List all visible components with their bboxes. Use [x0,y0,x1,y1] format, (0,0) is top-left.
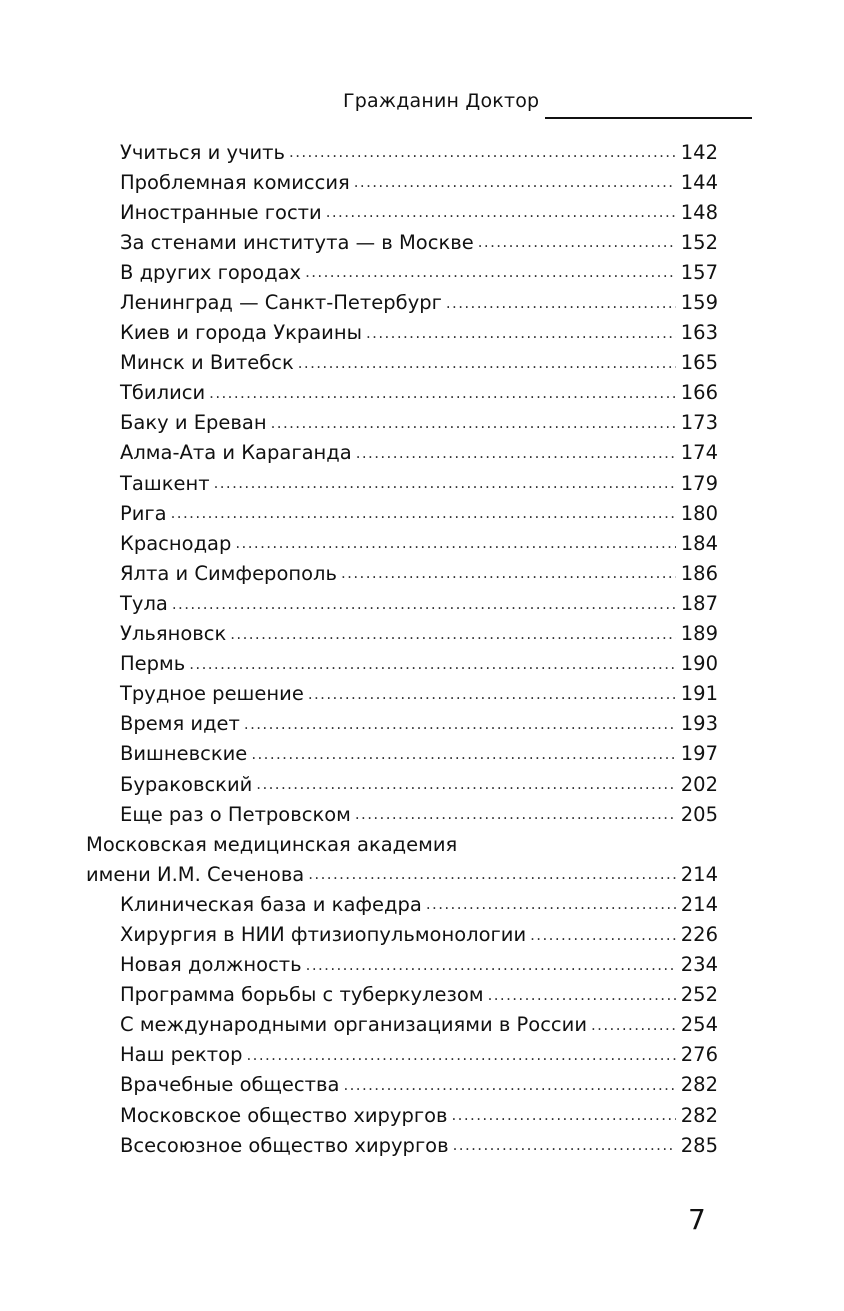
toc-entry-page: 187 [680,591,718,615]
toc-entry-page: 282 [680,1103,718,1127]
toc-entry-title: Клиническая база и кафедра [120,892,422,916]
toc-entry-title: В других городах [120,260,302,284]
toc-entry-title: Рига [120,501,167,525]
dot-leader [298,354,676,378]
toc-entry-title: Врачебные общества [120,1073,340,1097]
toc-entry [86,919,718,949]
dot-leader [426,895,676,919]
running-header [0,89,844,121]
dot-leader [271,414,676,438]
dot-leader [356,444,676,468]
toc-entry-page: 142 [680,140,718,164]
toc-entry-page: 165 [680,351,718,375]
dot-leader [246,1046,676,1070]
toc-entry-page: 173 [680,411,718,435]
toc-entry-page: 157 [680,260,718,284]
toc-entry-page: 202 [680,772,718,796]
toc-entry-title: Наш ректор [120,1043,243,1067]
toc-entry-title: Трудное решение [120,682,304,706]
toc-entry-page: 282 [680,1073,718,1097]
dot-leader [235,534,676,558]
toc-entry [86,468,718,498]
dot-leader [453,1136,676,1160]
toc-entry-page: 276 [680,1043,718,1067]
toc-entry [86,649,718,679]
toc-entry-title: Время идет [120,712,240,736]
toc-entry-page: 254 [680,1013,718,1037]
dot-leader [251,745,676,769]
toc-entry [86,167,718,197]
toc-entry-title: Киев и города Украины [120,321,362,345]
toc-entry-title: Всесоюзное общество хирургов [120,1133,449,1157]
toc-entry-title: Краснодар [120,531,232,555]
dot-leader [305,263,676,287]
section-heading [86,829,718,859]
dot-leader [366,324,676,348]
dot-leader [171,504,676,528]
toc-entry [86,619,718,649]
toc-entry [86,739,718,769]
dot-leader [446,294,676,318]
toc-entry-page: 252 [680,983,718,1007]
toc-entry-page: 226 [680,922,718,946]
header-rule [545,117,752,119]
toc-entry [86,498,718,528]
dot-leader [306,956,676,980]
toc-entry-title: Хирургия в НИИ фтизиопульмонологии [120,922,527,946]
dot-leader [256,775,676,799]
toc-entry [86,257,718,287]
toc-entry-title: Ульяновск [120,622,227,646]
toc-entry-page: 152 [680,230,718,254]
toc-entry-page: 205 [680,802,718,826]
toc-entry [86,709,718,739]
dot-leader [209,384,676,408]
toc-entry-page: 191 [680,682,718,706]
dot-leader [341,564,676,588]
toc-entry [86,197,718,227]
toc-entry [86,438,718,468]
toc-entry [86,378,718,408]
dot-leader [354,173,676,197]
dot-leader [591,1016,676,1040]
dot-leader [244,715,676,739]
toc-entry-title: Еще раз о Петровском [120,802,351,826]
toc-entry-page: 144 [680,170,718,194]
dot-leader [326,203,676,227]
toc-entry [86,1070,718,1100]
table-of-contents [86,137,718,1160]
toc-entry-title: Ташкент [120,471,210,495]
toc-entry-title: Программа борьбы с туберкулезом [120,983,484,1007]
section-heading-entry [86,859,718,889]
page-number: 7 [688,1203,706,1236]
dot-leader [308,685,676,709]
toc-entry [86,137,718,167]
toc-entry-page: 163 [680,321,718,345]
toc-entry-page: 193 [680,712,718,736]
toc-entry-page: 234 [680,953,718,977]
toc-entry [86,348,718,378]
toc-entry [86,769,718,799]
toc-entry-page: 179 [680,471,718,495]
toc-entry-page: 180 [680,501,718,525]
toc-entry [86,408,718,438]
section-heading-line1: Московская медицинская академия [86,832,458,856]
toc-entry-page: 166 [680,381,718,405]
toc-entry-title: Иностранные гости [120,200,322,224]
toc-entry-page: 174 [680,441,718,465]
toc-entry [86,528,718,558]
toc-entry-title: Тбилиси [120,381,206,405]
toc-entry-page: 186 [680,561,718,585]
dot-leader [530,926,676,950]
dot-leader [355,805,676,829]
section-heading-line2: имени И.М. Сеченова [86,862,305,886]
toc-entry-title: Минск и Витебск [120,351,294,375]
toc-entry-title: Учиться и учить [120,140,286,164]
toc-entry-title: Тула [120,591,168,615]
toc-entry [86,558,718,588]
toc-entry-page: 214 [680,892,718,916]
toc-entry [86,318,718,348]
toc-entry [86,588,718,618]
dot-leader [214,474,676,498]
dot-leader [452,1106,676,1130]
toc-entry [86,1130,718,1160]
dot-leader [343,1076,676,1100]
dot-leader [478,233,676,257]
toc-entry-title: Пермь [120,652,186,676]
toc-entry-page: 159 [680,291,718,315]
dot-leader [488,986,676,1010]
toc-entry-title: Новая должность [120,953,302,977]
toc-entry-title: С международными организациями в России [120,1013,588,1037]
dot-leader [172,595,676,619]
toc-entry-title: Ялта и Симферополь [120,561,338,585]
toc-entry [86,1010,718,1040]
toc-entry-title: Баку и Ереван [120,411,267,435]
toc-entry [86,227,718,257]
toc-entry-title: Алма-Ата и Караганда [120,441,352,465]
dot-leader [230,625,676,649]
toc-entry-title: Вишневские [120,742,248,766]
toc-entry [86,889,718,919]
dot-leader [189,655,676,679]
toc-entry-page: 189 [680,622,718,646]
toc-entry-page: 184 [680,531,718,555]
toc-entry-title: Проблемная комиссия [120,170,350,194]
toc-entry-title: Ленинград — Санкт-Петербург [120,291,442,315]
toc-entry [86,1100,718,1130]
toc-entry-title: Московское общество хирургов [120,1103,448,1127]
toc-entry [86,679,718,709]
section-heading-page: 214 [680,862,718,886]
toc-entry [86,950,718,980]
toc-entry [86,287,718,317]
toc-entry-page: 148 [680,200,718,224]
toc-entry-title: Бураковский [120,772,253,796]
toc-entry-page: 197 [680,742,718,766]
toc-entry-page: 190 [680,652,718,676]
toc-entry [86,1040,718,1070]
toc-entry [86,980,718,1010]
toc-entry-page: 285 [680,1133,718,1157]
toc-entry-title: За стенами института — в Москве [120,230,474,254]
book-title: Гражданин Доктор [343,90,540,112]
dot-leader [289,143,676,167]
toc-entry [86,799,718,829]
dot-leader [308,865,676,889]
